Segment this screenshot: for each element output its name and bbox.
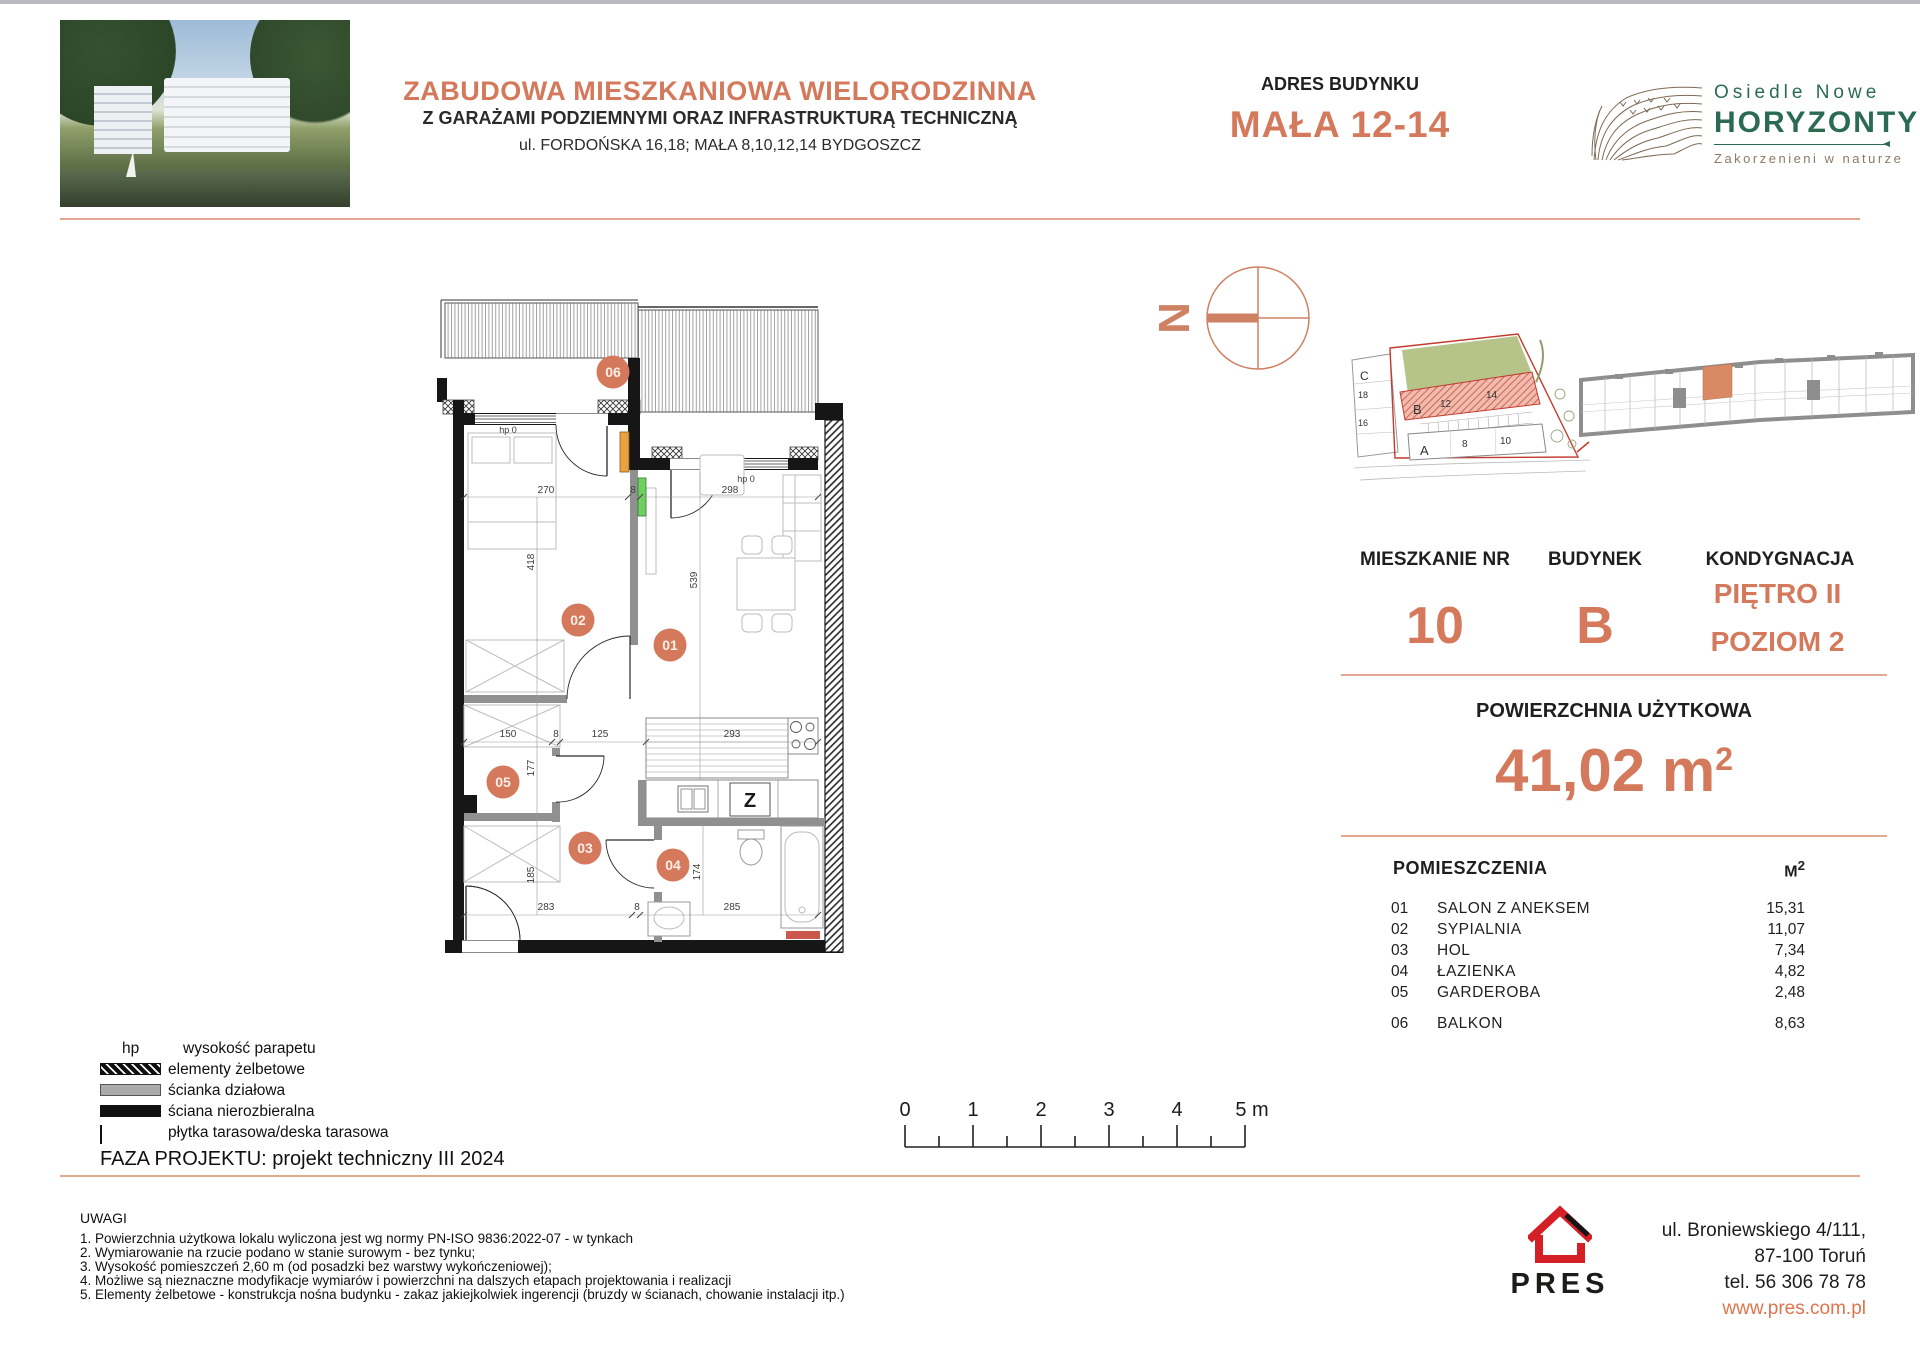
svg-text:150: 150: [499, 729, 517, 740]
pres-brand: PRES: [1510, 1268, 1610, 1300]
building-address-value: MAŁA 12-14: [1229, 104, 1451, 145]
floor-plan: [400, 250, 900, 990]
svg-text:C: C: [1360, 369, 1369, 383]
svg-text:02: 02: [570, 612, 586, 628]
svg-text:04: 04: [665, 857, 681, 873]
svg-text:A: A: [1420, 443, 1429, 458]
legend-row-terrace: płytka tarasowa/deska tarasowa: [100, 1124, 102, 1140]
svg-text:01: 01: [662, 637, 678, 653]
compass-north-letter: N: [1150, 302, 1199, 334]
window-bedroom: [475, 414, 556, 424]
svg-text:B: B: [1413, 402, 1422, 417]
notes-title: UWAGI: [80, 1210, 127, 1226]
legend-black-swatch: [100, 1105, 161, 1117]
apartment-number-label: MIESZKANIE NR: [1360, 549, 1510, 570]
area-sup: 2: [1715, 741, 1733, 777]
highlighted-unit: [1703, 364, 1732, 400]
svg-text:12: 12: [1440, 399, 1452, 410]
photo-building-2: [164, 78, 290, 152]
svg-text:293: 293: [723, 729, 741, 740]
footer-address-line1: ul. Broniewskiego 4/111,: [1661, 1220, 1866, 1241]
project-subtitle: Z GARAŻAMI PODZIEMNYMI ORAZ INFRASTRUKTURĄ TECHNICZNĄ: [422, 108, 1018, 128]
note-2: 2. Wymiarowanie na rzucie podano w stanie surowym - bez tynku;: [80, 1245, 476, 1260]
svg-text:270: 270: [537, 485, 555, 496]
room-row-05: 05 GARDEROBA 2,48: [1391, 984, 1805, 1001]
window-top-strip: [0, 0, 1920, 4]
svg-text:18: 18: [1358, 390, 1369, 400]
svg-text:185: 185: [526, 866, 537, 884]
badge-02: [562, 604, 595, 637]
room-row-06-balcony: 06 BALKON 8,63: [1391, 1015, 1805, 1032]
logo-line1: Osiedle Nowe: [1714, 82, 1881, 103]
bath-mat: [786, 931, 820, 939]
svg-text:0: 0: [899, 1099, 911, 1121]
header-photo: [60, 20, 350, 207]
tv-unit: [646, 488, 656, 574]
apartment-number-value: 10: [1406, 597, 1464, 655]
panel-divider-2: [1341, 835, 1887, 837]
svg-text:177: 177: [526, 759, 537, 777]
svg-text:174: 174: [692, 863, 703, 881]
panel-divider-1: [1341, 674, 1887, 676]
storey-label: KONDYGNACJA: [1705, 549, 1855, 570]
usable-area-label: POWIERZCHNIA UŻYTKOWA: [1476, 700, 1752, 722]
building-floor-minimap: [1575, 300, 1920, 480]
photo-sailboat: [126, 151, 136, 177]
svg-text:03: 03: [577, 840, 593, 856]
legend-hatch-swatch: [100, 1063, 161, 1075]
area-unit: m: [1661, 737, 1716, 804]
badge-05: [487, 766, 520, 799]
dishwasher-symbol: Z: [743, 790, 757, 812]
staircase-core-1: [1673, 388, 1686, 408]
badge-04: [657, 849, 690, 882]
svg-text:8: 8: [1462, 439, 1468, 450]
badge-06: [597, 356, 630, 389]
developer-logo-tree-icon: [1586, 76, 1708, 170]
building-label: BUDYNEK: [1548, 549, 1642, 570]
storey-line2: POZIOM 2: [1710, 626, 1845, 657]
legend-hp-label: wysokość parapetu: [183, 1040, 316, 1057]
svg-text:8: 8: [553, 729, 559, 740]
svg-text:1: 1: [967, 1099, 979, 1121]
photo-water: [60, 171, 350, 207]
room-row-01: 01 SALON Z ANEKSEM 15,31: [1391, 900, 1805, 917]
rooms-unit-header: $M^2$: [1784, 858, 1805, 881]
north-compass-icon: [1150, 258, 1320, 383]
room-row-04: 04 ŁAZIENKA 4,82: [1391, 963, 1805, 980]
rooms-table-header: POMIESZCZENIA: [1393, 858, 1548, 878]
storey-line1: PIĘTRO II: [1713, 578, 1842, 609]
right-concrete-wall: [825, 420, 843, 952]
footer-phone: tel. 56 306 78 78: [1724, 1272, 1866, 1293]
scale-bar-labels: [899, 1099, 1268, 1121]
footer-contact: [1560, 1218, 1866, 1322]
photo-building-1: [94, 86, 152, 154]
usable-area-value: [1341, 736, 1887, 805]
legend-hp-symbol: hp: [122, 1040, 140, 1057]
note-4: 4. Możliwe są nieznaczne modyfikacje wymiarów i powierzchni na dalszych etapach projektowania i realizacji: [80, 1273, 732, 1288]
project-street-line: ul. FORDOŃSKA 16,18; MAŁA 8,10,12,14 BYDGOSZCZ: [519, 137, 921, 154]
svg-text:14: 14: [1486, 390, 1498, 401]
logo-line2: HORYZONTY: [1714, 106, 1920, 139]
svg-text:06: 06: [605, 364, 621, 380]
header-divider: [60, 218, 1860, 220]
svg-text:125: 125: [591, 729, 609, 740]
footer-address-line2: 87-100 Toruń: [1754, 1246, 1866, 1267]
note-3: 3. Wysokość pomieszczeń 2,60 m (od posadzki bez warstwy wykończeniowej);: [80, 1259, 552, 1274]
apartment-card-page: ZABUDOWA MIESZKANIOWA WIELORODZINNA Z GARAŻAMI PODZIEMNYMI ORAZ INFRASTRUKTURĄ TECHNICZNĄ ul. FORDOŃSKA 16,18; MAŁA 8,10,12,14 BYDGOSZCZ ADRES BUDYNKU MAŁA 12-14 Osiedle Nowe HORYZONTY Zakorzenieni w naturze Z 270 8 298 150 8 125 293 283 8 285 418 539 177 185 174 hp 0 hp 0 06 02 01 05 03 04 N C 18 16 B 12 14 A 8 10 MIESZKANIE NR BUDYNEK KONDYGNACJA 10 B PIĘTRO II POZIOM 2 POWIERZCHNIA UŻYTKOWA 41,02 $m^2$ POMIESZCZENIA $M^2$ 01 SALON Z ANEKSEM 15,31 02 SYPIALNIA 11,07 03 HOL 7,34 04 ŁAZIENKA 4,82 05 GARDEROBA 2,48 06 BALKON 8,63 hp wysokość parapetu elementy żelbetowe ścianka działowa ściana nierozbieralna płytka tarasowa/deska tarasowa FAZA PROJEKTU: projekt techniczny III 2024 0 1 2 3 4 5 m UWAGI 1. Powierzchnia użytkowa lokalu wyliczona jest wg normy PN-ISO 9836:2022-07 - w tynkach 2. Wymiarowanie na rzucie podano w stanie surowym - bez tynku; 3. Wysokość pomieszczeń 2,60 m (od posadzki bez warstwy wykończeniowej); 4. Możliwe są nieznaczne modyfikacje wymiarów i powierzchni na dalszych etapach projektowania i realizacji 5. Elementy żelbetowe - konstrukcja nośna budynku - zakaz jakiejkolwiek ingerencji (bruzdy w ścianach, chowanie instalacji itp.) PRES ul. Broniewskiego 4/111, 87-100 Toruń tel. 56 306 78 78 www.pres.com.pl: [0, 0, 1920, 1357]
footer-divider: [60, 1175, 1860, 1177]
building-value: B: [1576, 597, 1614, 655]
room-row-03: 03 HOL 7,34: [1391, 942, 1805, 959]
note-5: 5. Elementy żelbetowe - konstrukcja nośna budynku - zakaz jakiejkolwiek ingerencji (bruzdy w ścianach, chowanie instalacji itp.): [80, 1287, 845, 1302]
legend-terrace-swatch: [100, 1125, 102, 1144]
svg-text:hp 0: hp 0: [499, 425, 517, 435]
svg-text:539: 539: [689, 571, 700, 589]
svg-text:418: 418: [526, 553, 537, 571]
logo-rule: [1714, 144, 1890, 145]
svg-text:285: 285: [723, 902, 741, 913]
area-number: 41,02: [1495, 737, 1646, 804]
svg-text:3: 3: [1103, 1099, 1115, 1121]
svg-text:2: 2: [1035, 1099, 1047, 1121]
developer-logo: [1714, 82, 1920, 166]
svg-text:8: 8: [634, 902, 640, 913]
bathtub-icon: [781, 826, 823, 928]
badge-03: [569, 832, 602, 865]
balcony-06: [437, 300, 818, 412]
svg-text:10: 10: [1500, 436, 1512, 447]
svg-text:05: 05: [495, 774, 511, 790]
room-row-02: 02 SYPIALNIA 11,07: [1391, 921, 1805, 938]
badge-01: [654, 629, 687, 662]
riser-orange: [620, 432, 629, 472]
balcony-door-bedroom: [556, 414, 608, 477]
scale-bar: [880, 1098, 1280, 1158]
svg-text:5 m: 5 m: [1235, 1099, 1269, 1121]
toilet-icon: [738, 830, 764, 865]
svg-text:hp 0: hp 0: [737, 474, 755, 484]
site-roads: [1354, 460, 1590, 480]
footer-website-link[interactable]: www.pres.com.pl: [1722, 1298, 1866, 1319]
svg-text:298: 298: [721, 485, 739, 496]
svg-text:8: 8: [630, 485, 636, 496]
project-title: ZABUDOWA MIESZKANIOWA WIELORODZINNA: [403, 76, 1037, 106]
washbasin-icon: [648, 902, 690, 936]
dining-set: [737, 536, 795, 632]
legend-gray-swatch: [100, 1084, 161, 1096]
svg-text:283: 283: [537, 902, 555, 913]
project-phase: FAZA PROJEKTU: projekt techniczny III 2024: [100, 1148, 505, 1170]
site-edge-mark: [1577, 442, 1589, 452]
svg-text:16: 16: [1358, 418, 1369, 428]
logo-tagline: Zakorzenieni w naturze: [1714, 151, 1904, 166]
svg-text:4: 4: [1171, 1099, 1183, 1121]
staircase-core-2: [1807, 380, 1820, 400]
wardrobes: [464, 640, 564, 882]
note-1: 1. Powierzchnia użytkowa lokalu wyliczona jest wg normy PN-ISO 9836:2022-07 - w tynkach: [80, 1231, 633, 1246]
building-address-label: ADRES BUDYNKU: [1260, 74, 1419, 94]
